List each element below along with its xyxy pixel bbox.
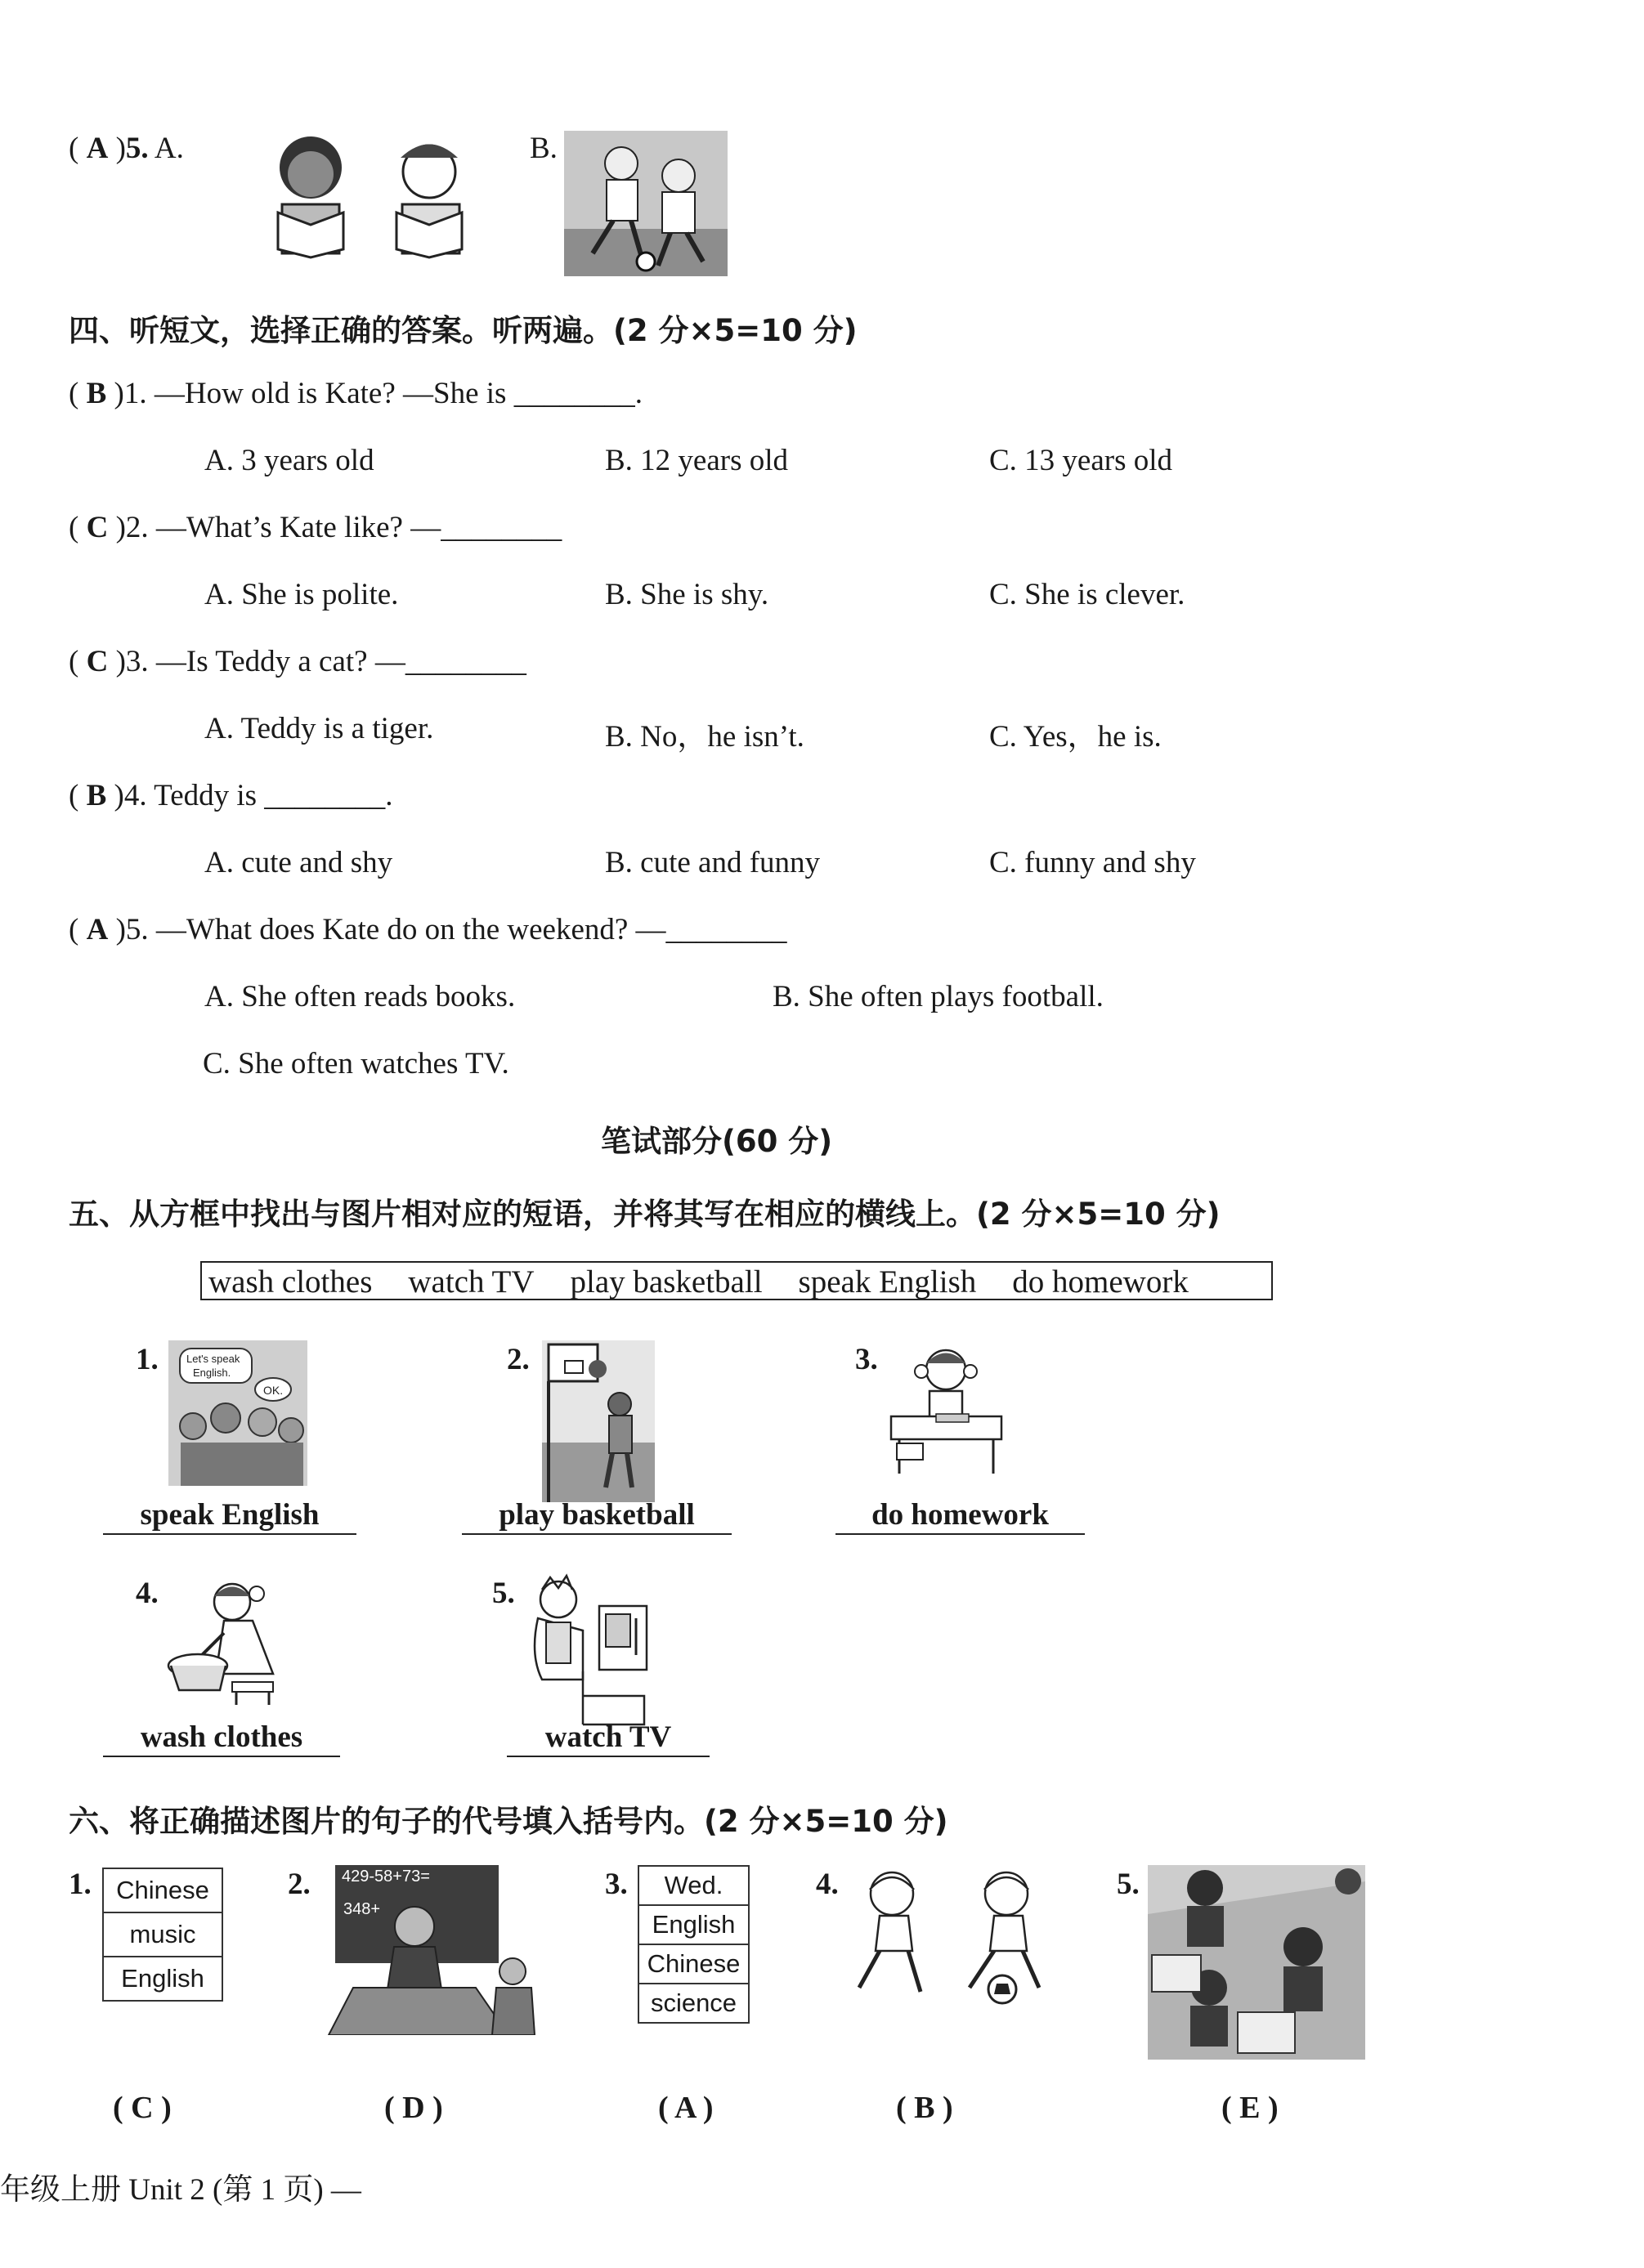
word-bank-item: wash clothes (208, 1264, 373, 1300)
s6-answer-paren: ( D ) (384, 2091, 443, 2125)
answer-letter: C (86, 511, 109, 544)
q2-option-b: B. She is shy. (605, 578, 769, 611)
q4-option-b: B. cute and funny (605, 846, 821, 879)
q1-option-c: C. 13 years old (989, 444, 1173, 477)
s5-answer-line: watch TV (507, 1720, 710, 1757)
q1-option-a: A. 3 years old (204, 444, 374, 477)
word-bank-item: do homework (1012, 1264, 1189, 1300)
s5-item-number: 2. (507, 1343, 530, 1376)
question-5: ( A )5. —What does Kate do on the weekend? —________ (69, 913, 787, 946)
s6-item-number: 3. (605, 1868, 628, 1901)
s5-item-number: 4. (136, 1577, 159, 1610)
schedule-row: English (121, 1964, 204, 1993)
q4-option-a: A. cute and shy (204, 846, 393, 879)
math-class-blackboard-icon (320, 1865, 537, 2035)
boys-playing-football-icon (847, 1865, 1055, 2008)
boys-playing-football-icon (564, 131, 728, 276)
question-number: 5. (125, 132, 149, 165)
s5-item-number: 3. (855, 1343, 878, 1376)
students-in-computer-class-icon (1148, 1865, 1365, 2060)
s6-answer-paren: ( A ) (658, 2091, 714, 2125)
answer-letter: A (86, 132, 109, 165)
schedule-row: Wed. (639, 1867, 748, 1906)
s5-answer-line: speak English (103, 1497, 356, 1535)
word-bank-item: speak English (798, 1264, 977, 1300)
section6-heading: 六、将正确描述图片的句子的代号填入括号内。(2 分×5=10 分) (69, 1804, 948, 1839)
s6-item-number: 1. (69, 1868, 92, 1901)
blackboard-text: 429-58+73= (342, 1868, 430, 1886)
q3-option-c: C. Yes，he is. (989, 720, 1162, 754)
q5-option-b: B. She often plays football. (773, 980, 1104, 1013)
page-footer: 年级上册 Unit 2 (第 1 页) — (0, 2173, 361, 2207)
speech-bubble-text: OK. (263, 1384, 284, 1397)
question-2: ( C )2. —What’s Kate like? —________ (69, 511, 562, 544)
question-stem: 4. Teddy is ________. (123, 779, 393, 812)
s5-item-number: 1. (136, 1343, 159, 1376)
word-bank-item: watch TV (408, 1264, 535, 1300)
q5-option-a: A. She often reads books. (204, 980, 516, 1013)
top-item-line: ( A )5. A. (69, 132, 184, 165)
girl-doing-homework-icon (887, 1339, 1006, 1476)
answer-letter: C (86, 645, 109, 678)
option-b-label: B. (530, 132, 558, 165)
s5-answer-line: do homework (835, 1497, 1085, 1535)
answer-letter: B (86, 377, 107, 410)
girl-washing-clothes-icon (167, 1576, 298, 1707)
q3-option-a: A. Teddy is a tiger. (204, 712, 434, 745)
s6-item-number: 4. (816, 1868, 839, 1901)
boys-reading-books-icon (253, 127, 491, 262)
s6-item-number: 2. (288, 1868, 311, 1901)
q2-option-c: C. She is clever. (989, 578, 1185, 611)
option-a-label: A. (154, 132, 184, 165)
q1-option-b: B. 12 years old (605, 444, 789, 477)
question-stem: 5. —What does Kate do on the weekend? —________ (125, 913, 787, 946)
class-schedule-card (638, 1865, 750, 2024)
question-stem: 3. —Is Teddy a cat? —________ (125, 645, 526, 678)
boy-watching-tv-icon (522, 1573, 652, 1727)
q5-option-c: C. She often watches TV. (203, 1047, 509, 1080)
question-stem: 2. —What’s Kate like? —________ (125, 511, 562, 544)
speech-bubble-text: Let's speak (186, 1353, 240, 1365)
s5-answer-line: wash clothes (103, 1720, 340, 1757)
s5-item-number: 5. (492, 1577, 515, 1610)
answer-letter: B (86, 779, 107, 812)
question-1: ( B )1. —How old is Kate? —She is ________. (69, 377, 643, 410)
girl-playing-basketball-icon (542, 1340, 655, 1502)
s6-answer-paren: ( C ) (113, 2091, 172, 2125)
kids-speaking-english-icon (168, 1340, 307, 1486)
s6-item-number: 5. (1117, 1868, 1140, 1901)
blackboard-text: 348+ (343, 1900, 381, 1918)
section5-heading: 五、从方框中找出与图片相对应的短语，并将其写在相应的横线上。(2 分×5=10 分) (69, 1197, 1221, 1232)
s6-answer-paren: ( B ) (896, 2091, 953, 2125)
schedule-row: music (104, 1913, 222, 1957)
q3-option-b: B. No，he isn’t. (605, 720, 804, 754)
schedule-row: Chinese (639, 1945, 748, 1984)
schedule-row: Chinese (104, 1869, 222, 1913)
written-part-title: 笔试部分(60 分) (601, 1124, 833, 1159)
word-bank-item: play basketball (570, 1264, 763, 1300)
answer-letter: A (86, 913, 109, 946)
speech-bubble-text: English. (193, 1367, 231, 1379)
section4-heading: 四、听短文，选择正确的答案。听两遍。(2 分×5=10 分) (69, 313, 858, 348)
s5-answer-line: play basketball (462, 1497, 732, 1535)
schedule-row: English (639, 1906, 748, 1945)
question-stem: 1. —How old is Kate? —She is ________. (123, 377, 643, 410)
question-4: ( B )4. Teddy is ________. (69, 779, 393, 812)
class-schedule-card (102, 1868, 223, 2002)
question-3: ( C )3. —Is Teddy a cat? —________ (69, 645, 526, 678)
q2-option-a: A. She is polite. (204, 578, 399, 611)
q4-option-c: C. funny and shy (989, 846, 1196, 879)
schedule-row: science (650, 1988, 737, 2017)
s6-answer-paren: ( E ) (1221, 2091, 1279, 2125)
word-bank-box (200, 1261, 1273, 1300)
